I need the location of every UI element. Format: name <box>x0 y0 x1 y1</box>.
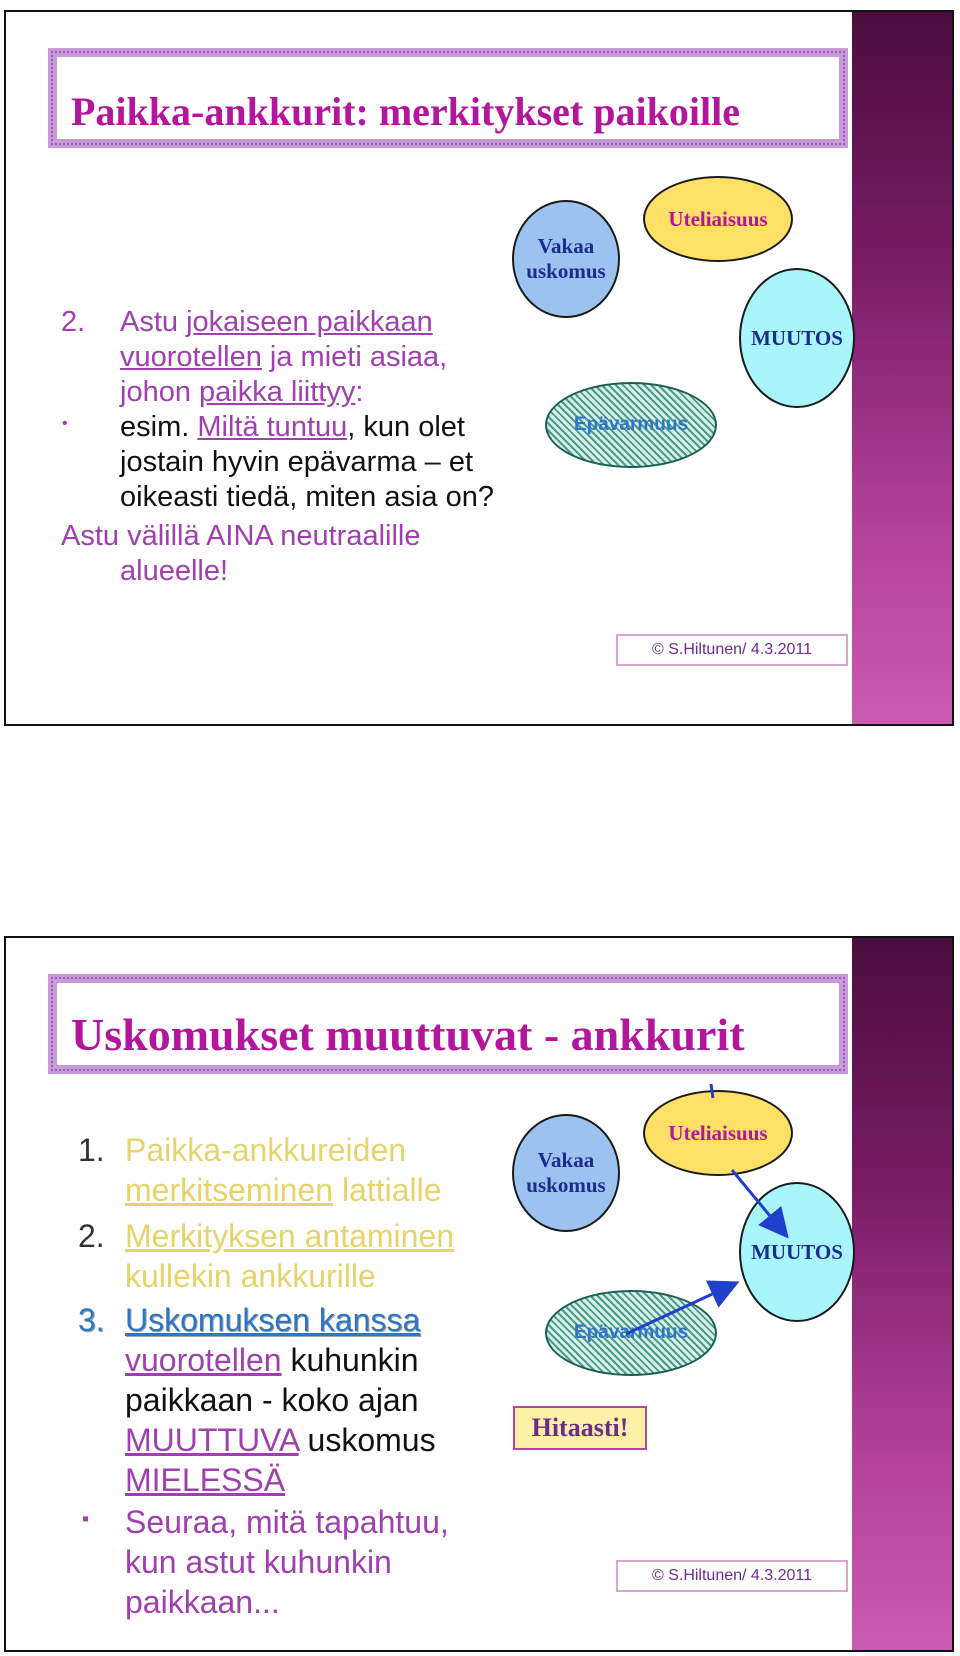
ellipse-label: Vakaa <box>537 234 595 258</box>
ellipse-label: Uteliaisuus <box>668 1120 768 1145</box>
bullet-line-1 <box>120 411 465 444</box>
uteliaisuus-ellipse <box>643 176 793 262</box>
text-segment: : <box>355 376 364 408</box>
item-2-number: 2. <box>78 1218 105 1254</box>
item-3-line-1: Uskomuksen kanssa <box>125 1302 421 1338</box>
slide-1 <box>4 10 954 726</box>
text-segment: lattialle <box>333 1172 442 1208</box>
item-3-number: 3. <box>78 1302 105 1338</box>
link-text: merkitseminen <box>125 1172 334 1208</box>
arrow-epavarmuus-to-muutos <box>626 1284 734 1334</box>
ellipse-label: uskomus <box>526 259 606 283</box>
bullet-icon: • <box>62 415 68 432</box>
slide-2 <box>4 936 954 1652</box>
link-text: Miltä tuntuu <box>197 411 348 443</box>
link-text: vuorotellen <box>125 1342 282 1378</box>
epavarmuus-ellipse <box>545 382 717 468</box>
text-segment: , kun olet <box>347 411 465 443</box>
note-line-1: Astu välillä AINA neutraalille <box>61 520 421 552</box>
ellipse-label: Epävarmuus <box>573 414 689 435</box>
item-line-1 <box>120 306 433 339</box>
ellipse-label: Vakaa <box>537 1148 595 1172</box>
muutos-ellipse <box>739 268 855 408</box>
sub-line-1: Seuraa, mitä tapahtuu, <box>125 1504 449 1540</box>
item-line-3 <box>120 376 363 409</box>
ellipse-label: MUUTOS <box>751 1239 843 1264</box>
slide-title: Paikka-ankkurit: merkitykset paikoille <box>71 89 740 134</box>
square-bullet-icon: ▪ <box>82 1508 90 1530</box>
copyright-box: © S.Hiltunen/ 4.3.2011 <box>616 1560 848 1592</box>
text-segment: Astu <box>120 306 187 338</box>
bullet-line-3: oikeasti tiedä, miten asia on? <box>120 481 494 513</box>
text-segment: kuhunkin <box>281 1342 419 1378</box>
link-text: paikka liittyy <box>199 376 356 408</box>
item-1-number: 1. <box>78 1132 105 1168</box>
link-text: MUUTTUVA <box>125 1422 299 1458</box>
link-text: jokaiseen paikkaan <box>186 306 433 338</box>
copyright-box: © S.Hiltunen/ 4.3.2011 <box>616 634 848 666</box>
slide-title: Uskomukset muuttuvat - ankkurit <box>71 1009 745 1060</box>
item-number: 2. <box>61 306 86 338</box>
item-3-line-5: MIELESSÄ <box>125 1462 286 1498</box>
slide-side-bar <box>852 12 952 724</box>
text-segment: johon <box>120 376 200 408</box>
text-segment: uskomus <box>298 1422 436 1458</box>
note-line-2: alueelle! <box>120 555 229 587</box>
arrow-uteliaisuus-to-muutos <box>732 1170 785 1234</box>
item-2-line-1: Merkityksen antaminen <box>125 1218 455 1254</box>
sub-line-3: paikkaan... <box>125 1584 280 1620</box>
item-line-2 <box>120 341 447 374</box>
hitaasti-label: Hitaasti! <box>513 1406 647 1450</box>
item-1-line-1: Paikka-ankkureiden <box>125 1132 407 1168</box>
link-text: vuorotellen <box>120 341 262 373</box>
ellipse-label: uskomus <box>526 1173 606 1197</box>
arrows-layer <box>6 938 954 1652</box>
ellipse-label: Uteliaisuus <box>668 206 768 231</box>
item-3-line-3: paikkaan - koko ajan <box>125 1382 419 1418</box>
title-frame <box>48 48 848 148</box>
item-2-line-2: kullekin ankkurille <box>125 1258 376 1294</box>
vakaa-uskomus-ellipse <box>512 200 620 318</box>
text-segment: esim. <box>120 411 198 443</box>
bullet-line-2: jostain hyvin epävarma – et <box>120 446 474 478</box>
sub-line-2: kun astut kuhunkin <box>125 1544 392 1580</box>
arrow-to-uteliaisuus <box>711 1084 713 1098</box>
text-segment: ja mieti asiaa, <box>261 341 448 373</box>
ellipse-label: MUUTOS <box>751 325 843 350</box>
ellipse-label: Epävarmuus <box>573 1322 689 1343</box>
